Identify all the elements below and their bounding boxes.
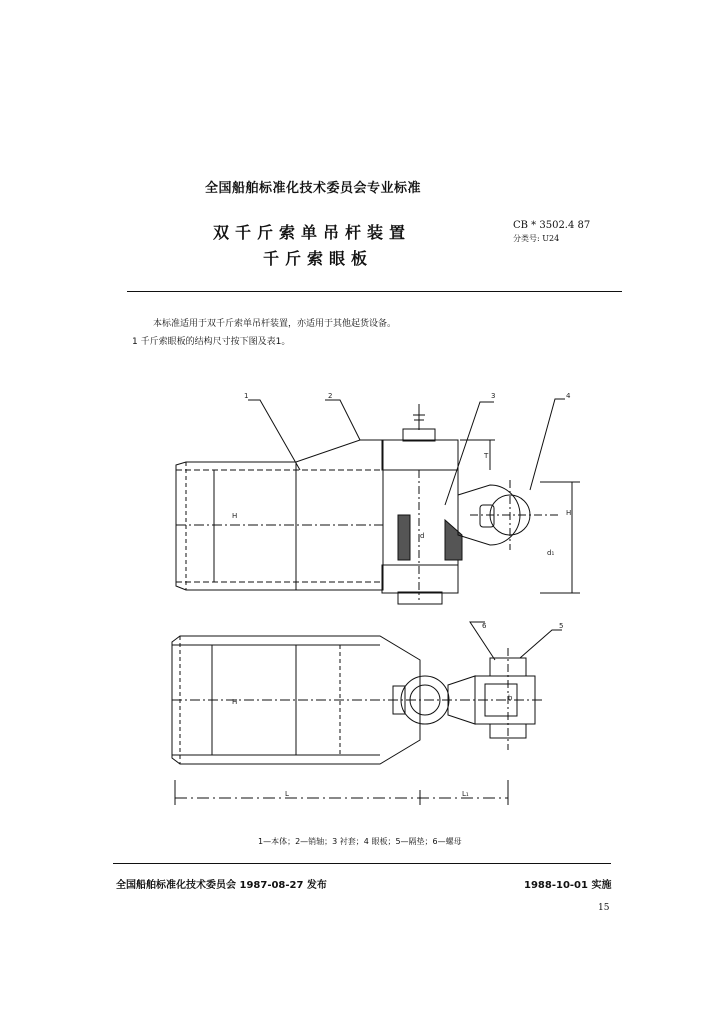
svg-text:d: d <box>420 532 425 540</box>
standard-title: 双千斤索单吊杆装置 <box>213 223 412 242</box>
issuing-organization: 全国船舶标准化技术委员会专业标准 <box>205 181 422 196</box>
svg-text:d₁: d₁ <box>547 549 555 557</box>
callout-1: 1 <box>244 392 249 400</box>
plan-view <box>172 622 563 805</box>
svg-text:H: H <box>232 512 238 520</box>
body-outline <box>176 440 383 590</box>
svg-text:L₁: L₁ <box>462 790 469 798</box>
bushing-right <box>445 520 462 560</box>
callout-4: 4 <box>566 392 571 400</box>
scope-paragraph: 本标准适用于双千斤索单吊杆装置，亦适用于其他起货设备。 <box>153 319 397 329</box>
pin-upper-boss <box>382 440 458 470</box>
standard-subtitle: 千斤索眼板 <box>263 249 374 268</box>
classification-number: 分类号: U24 <box>513 234 560 243</box>
page-number: 15 <box>598 903 610 913</box>
figure-caption: 1—本体；2—销轴；3 衬套；4 眼板；5—隔垫；6—螺母 <box>258 837 462 846</box>
callout-3: 3 <box>491 392 496 400</box>
bushing-left <box>398 515 410 560</box>
clause-1: 1 千斤索眼板的结构尺寸按下图及表1。 <box>132 337 291 347</box>
dim-H-right: H <box>566 509 572 517</box>
nut-lower <box>398 592 442 604</box>
elevation-view <box>176 392 580 604</box>
issue-date: 全国船舶标准化技术委员会 1987-08-27 发布 <box>116 880 327 891</box>
svg-text:L: L <box>285 790 289 798</box>
callout-2: 2 <box>328 392 333 400</box>
svg-text:b: b <box>508 694 513 702</box>
svg-text:H: H <box>232 698 238 706</box>
effective-date: 1988-10-01 实施 <box>524 880 612 891</box>
standard-code: CB * 3502.4 87 <box>513 220 591 231</box>
callout-5: 5 <box>559 622 564 630</box>
footer-divider <box>113 863 611 864</box>
callout-6: 6 <box>482 622 487 630</box>
svg-text:T: T <box>484 452 489 460</box>
